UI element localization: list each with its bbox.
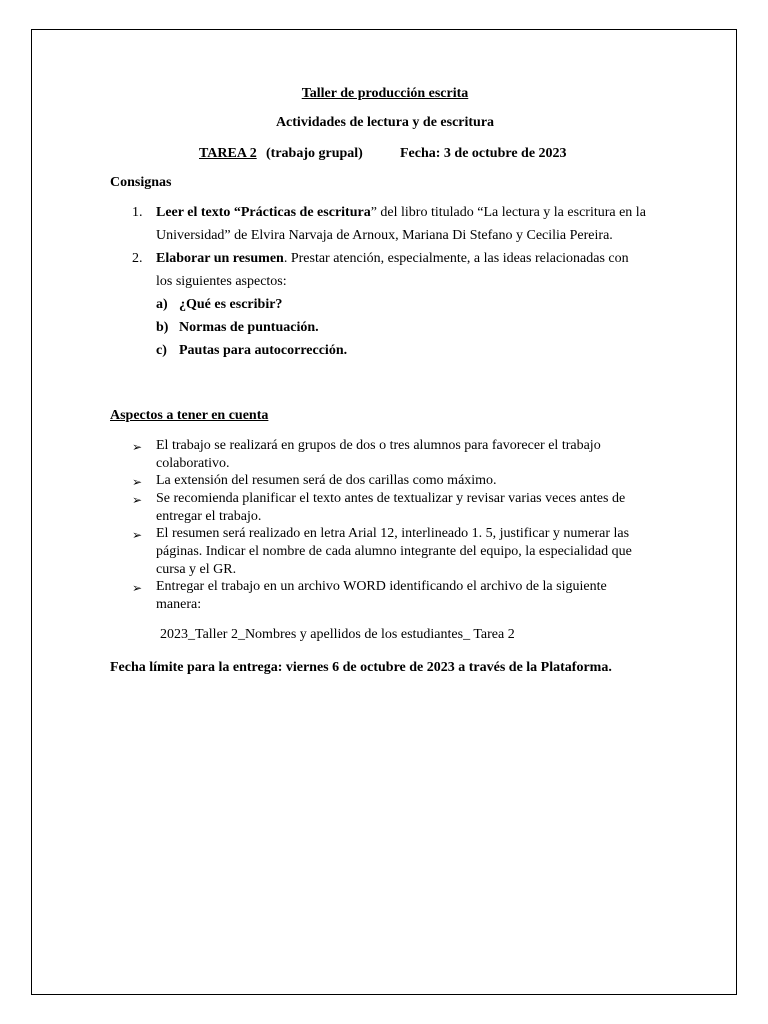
item-1-line-1 [156,205,646,221]
item-1-rest: ” del libro titulado “La lectura y la escritura en la [370,205,646,220]
bullet-text: páginas. Indicar el nombre de cada alumno integrante del equipo, la especialidad que [156,544,632,559]
item-1-number: 1. [132,205,143,220]
bullet-text: entregar el trabajo. [156,509,262,524]
filename-example: 2023_Taller 2_Nombres y apellidos de los estudiantes_ Tarea 2 [160,627,515,642]
subitem-text: Normas de puntuación. [179,320,319,335]
arrow-bullet-icon: ➢ [132,528,143,542]
subitem-letter: b) [156,320,169,335]
deadline: Fecha límite para la entrega: viernes 6 de octubre de 2023 a través de la Plataforma. [110,660,612,675]
subitem-letter: a) [156,297,168,312]
item-2-rest: . Prestar atención, especialmente, a las ideas relacionadas con [283,251,629,266]
arrow-bullet-icon: ➢ [132,475,143,489]
arrow-bullet-icon: ➢ [132,493,143,507]
bullet-text: La extensión del resumen será de dos carillas como máximo. [156,473,497,488]
item-2-line-2: los siguientes aspectos: [156,274,287,289]
item-2-bold: Elaborar un resumen [156,251,284,266]
arrow-bullet-icon: ➢ [132,581,143,595]
page-border [31,29,737,995]
item-1-bold: Leer el texto “Prácticas de escritura [156,205,371,220]
aspects-heading: Aspectos a tener en cuenta [110,408,269,423]
bullet-text: Se recomienda planificar el texto antes de textualizar y revisar varias veces antes de [156,491,626,506]
bullet-text: cursa y el GR. [156,562,237,577]
bullet-text: El resumen será realizado en letra Arial 12, interlineado 1. 5, justificar y numerar las [156,526,630,541]
item-2-number: 2. [132,251,143,266]
task-type: (trabajo grupal) [266,146,363,161]
bullet-text: Entregar el trabajo en un archivo WORD identificando el archivo de la siguiente [156,579,607,594]
consignas-heading: Consignas [110,175,172,190]
bullet-text: El trabajo se realizará en grupos de dos o tres alumnos para favorecer el trabajo [156,438,601,453]
document-title: Taller de producción escrita [301,86,469,101]
task-name: TAREA 2 [199,146,257,161]
subitem-text: Pautas para autocorrección. [179,343,348,358]
item-1-line-2: Universidad” de Elvira Narvaja de Arnoux, Mariana Di Stefano y Cecilia Pereira. [156,228,613,243]
bullet-text: manera: [156,597,202,612]
item-2-line-1 [156,251,629,267]
subitem-letter: c) [156,343,167,358]
task-date: Fecha: 3 de octubre de 2023 [400,146,567,161]
document-subtitle: Actividades de lectura y de escritura [275,115,495,130]
subitem-text: ¿Qué es escribir? [179,297,283,312]
arrow-bullet-icon: ➢ [132,440,143,454]
bullet-text: colaborativo. [156,456,230,471]
